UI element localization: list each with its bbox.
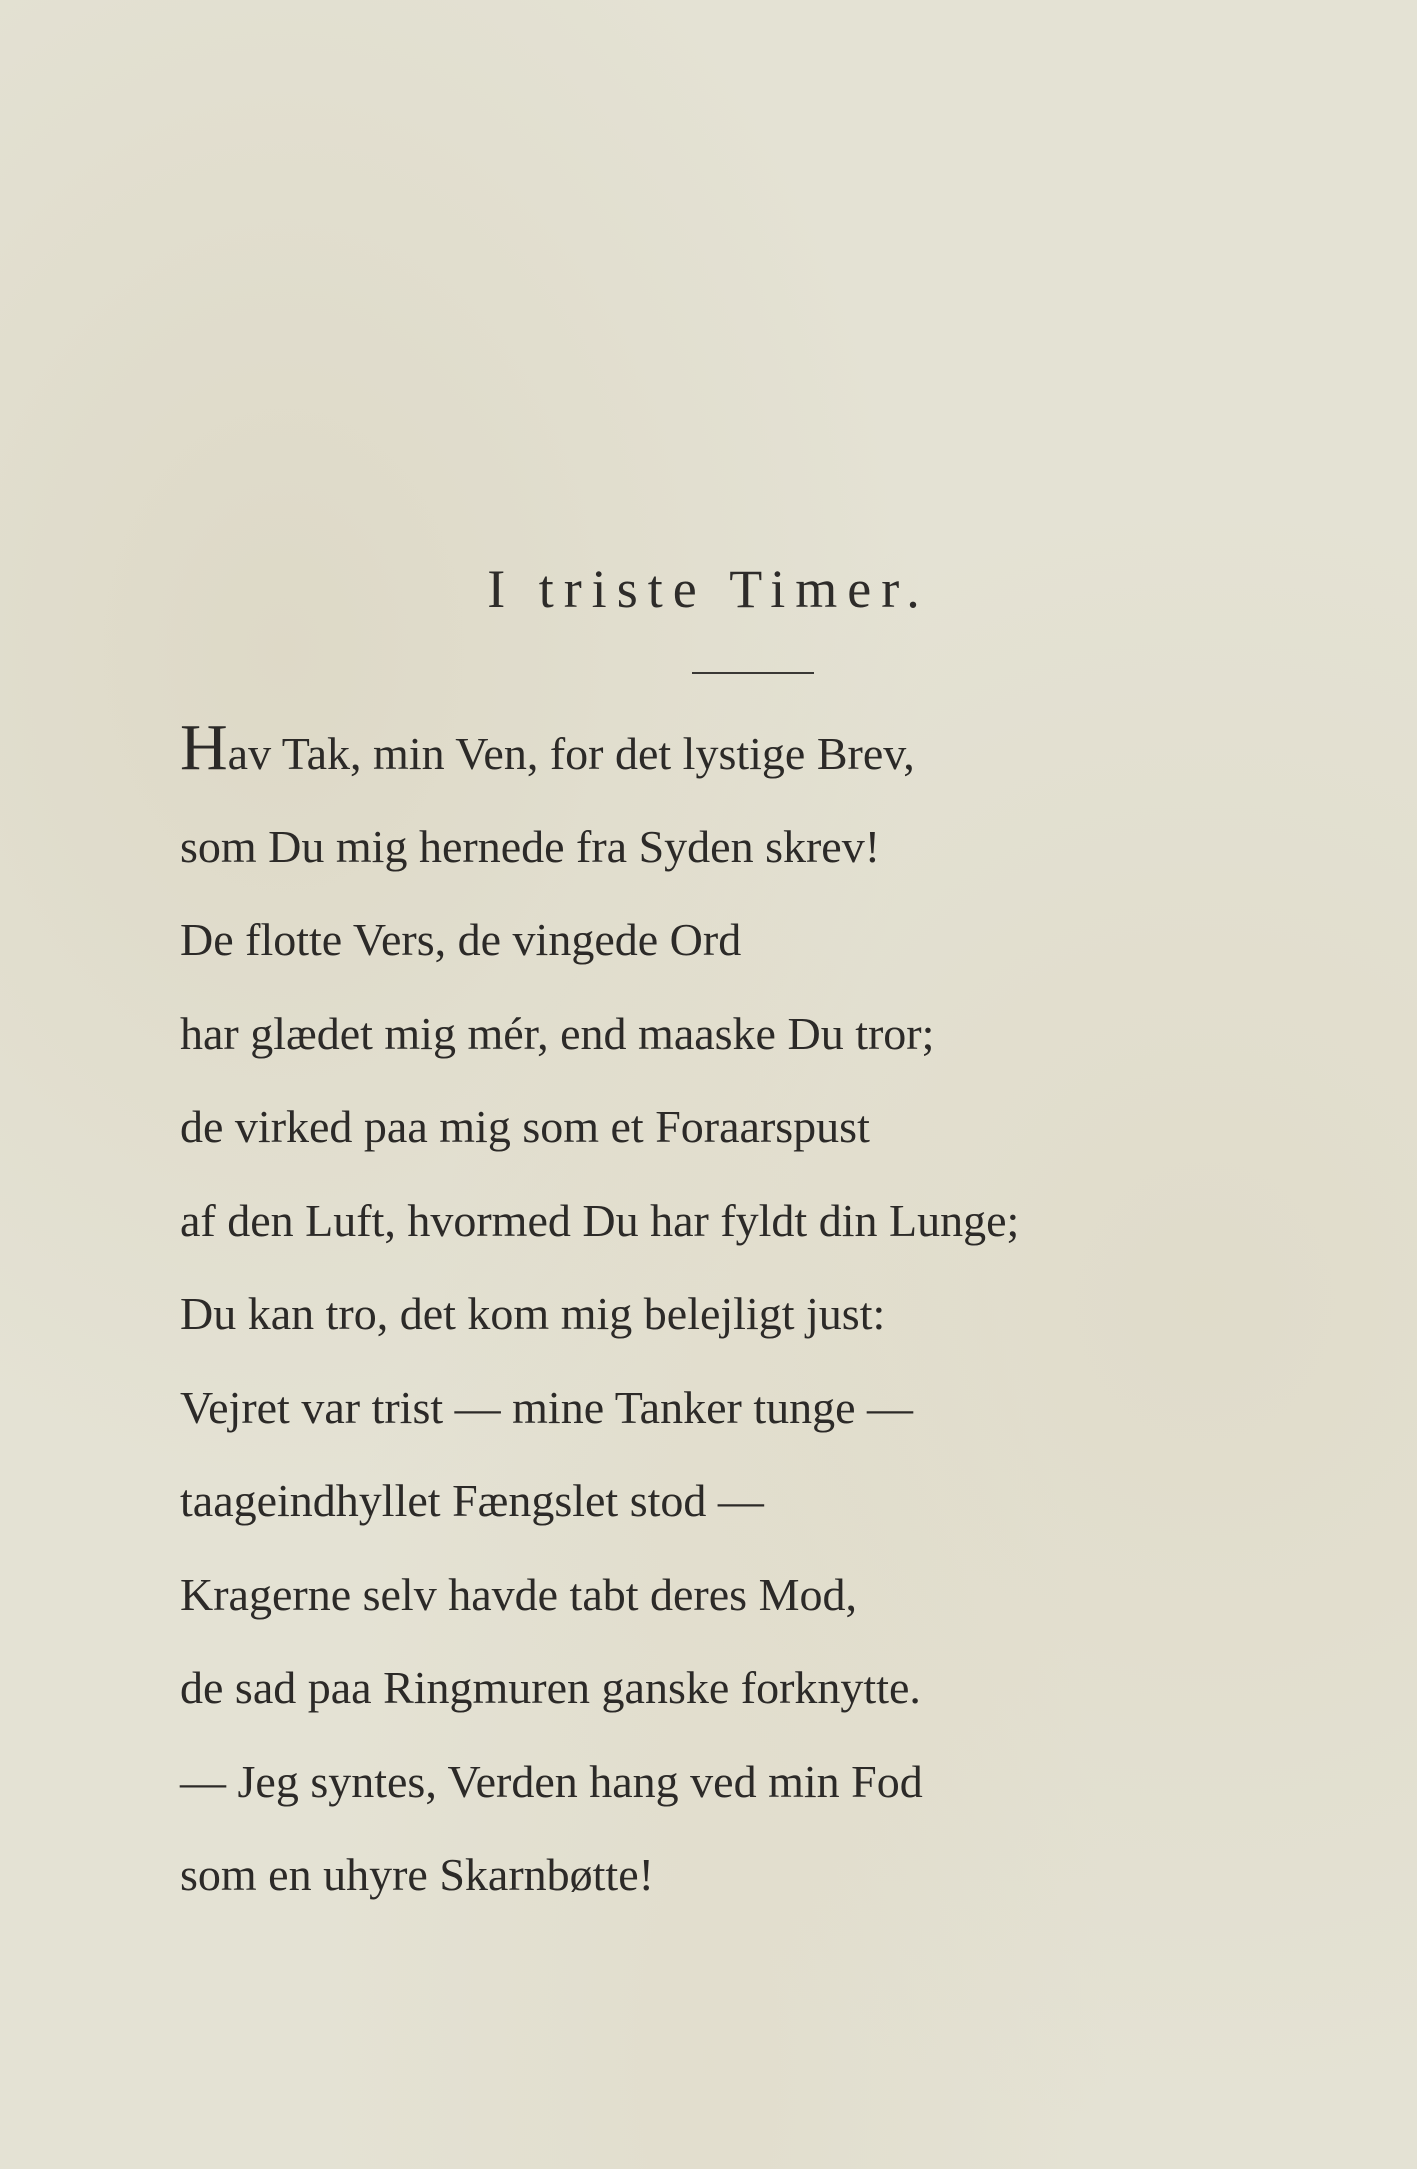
poem-line: af den Luft, hvormed Du har fyldt din Lunge; xyxy=(180,1194,1020,1246)
poem-title: I triste Timer. xyxy=(487,559,930,619)
poem-line: som en uhyre Skarnbøtte! xyxy=(180,1849,654,1900)
poem-line: som Du mig hernede fra Syden skrev! xyxy=(180,820,881,872)
drop-cap: H xyxy=(180,711,228,784)
poem-body xyxy=(180,711,1380,1934)
poem-line: Du kan tro, det kom mig belejligt just: xyxy=(180,1288,886,1339)
poem-line: taageindhyllet Fængslet stod — xyxy=(180,1475,764,1526)
poem-line: har glædet mig mér, end maaske Du tror; xyxy=(180,1007,935,1059)
poem-line: — Jeg syntes, Verden hang ved min Fod xyxy=(180,1755,923,1807)
poem-line: De flotte Vers, de vingede Ord xyxy=(180,914,742,965)
poem-line: de virked paa mig som et Foraarspust xyxy=(180,1101,870,1152)
poem-line: de sad paa Ringmuren ganske forknytte. xyxy=(180,1662,921,1713)
poem-line: Kragerne selv havde tabt deres Mod, xyxy=(180,1568,857,1620)
poem-line-text: av Tak, min Ven, for det lystige Brev, xyxy=(227,728,915,779)
poem-line: Vejret var trist — mine Tanker tunge — xyxy=(180,1381,914,1433)
title-divider xyxy=(692,672,814,674)
poem-line xyxy=(180,711,1380,812)
